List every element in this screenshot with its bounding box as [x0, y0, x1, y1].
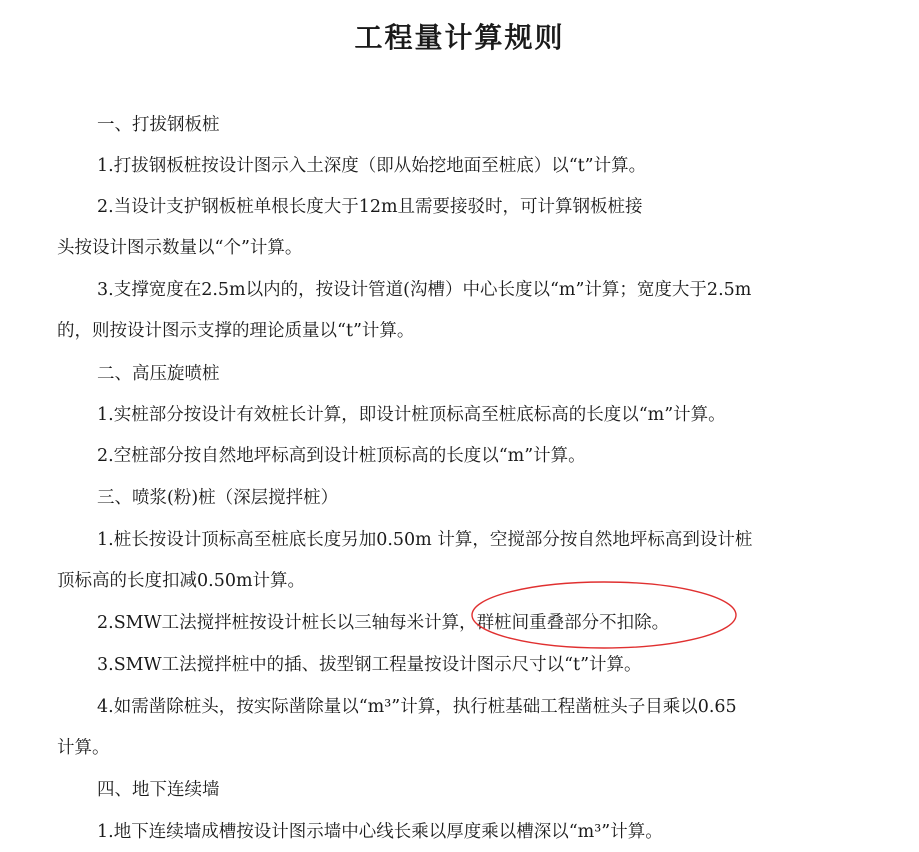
section-heading-2: 二、高压旋喷桩	[97, 364, 220, 384]
rule-3-3: 3.SMW工法搅拌桩中的插、拔型钢工程量按设计图示尺寸以“t”计算。	[97, 655, 642, 675]
section-heading-3: 三、喷浆(粉)桩（深层搅拌桩）	[97, 488, 339, 508]
section-heading-1: 一、打拔钢板桩	[97, 115, 220, 135]
rule-3-2: 2.SMW工法搅拌桩按设计桩长以三轴每米计算，群桩间重叠部分不扣除。	[97, 613, 670, 633]
rule-2-1: 1.实桩部分按设计有效桩长计算，即设计桩顶标高至桩底标高的长度以“m”计算。	[97, 405, 726, 425]
rule-1-3: 3.支撑宽度在2.5m以内的，按设计管道(沟槽）中心长度以“m”计算；宽度大于2.5m	[97, 280, 752, 300]
rule-1-2-cont: 头按设计图示数量以“个”计算。	[57, 238, 303, 258]
rule-3-4-cont: 计算。	[57, 738, 110, 758]
section-heading-4: 四、地下连续墙	[97, 780, 220, 800]
page-title: 工程量计算规则	[354, 21, 565, 54]
rule-1-1: 1.打拔钢板桩按设计图示入土深度（即从始挖地面至桩底）以“t”计算。	[97, 156, 647, 176]
rule-1-3-cont: 的，则按设计图示支撑的理论质量以“t”计算。	[57, 321, 415, 341]
rule-2-2: 2.空桩部分按自然地坪标高到设计桩顶标高的长度以“m”计算。	[97, 446, 586, 466]
rule-3-1-cont: 顶标高的长度扣减0.50m计算。	[57, 571, 306, 591]
rule-1-2: 2.当设计支护钢板桩单根长度大于12m且需要接驳时，可计算钢板桩接	[97, 197, 643, 217]
rule-4-1: 1.地下连续墙成槽按设计图示墙中心线长乘以厚度乘以槽深以“m³”计算。	[97, 822, 663, 842]
rule-3-1: 1.桩长按设计顶标高至桩底长度另加0.50m 计算，空搅部分按自然地坪标高到设计桩	[97, 530, 753, 550]
rule-3-4: 4.如需凿除桩头，按实际凿除量以“m³”计算，执行桩基础工程凿桩头子目乘以0.65	[97, 697, 737, 717]
